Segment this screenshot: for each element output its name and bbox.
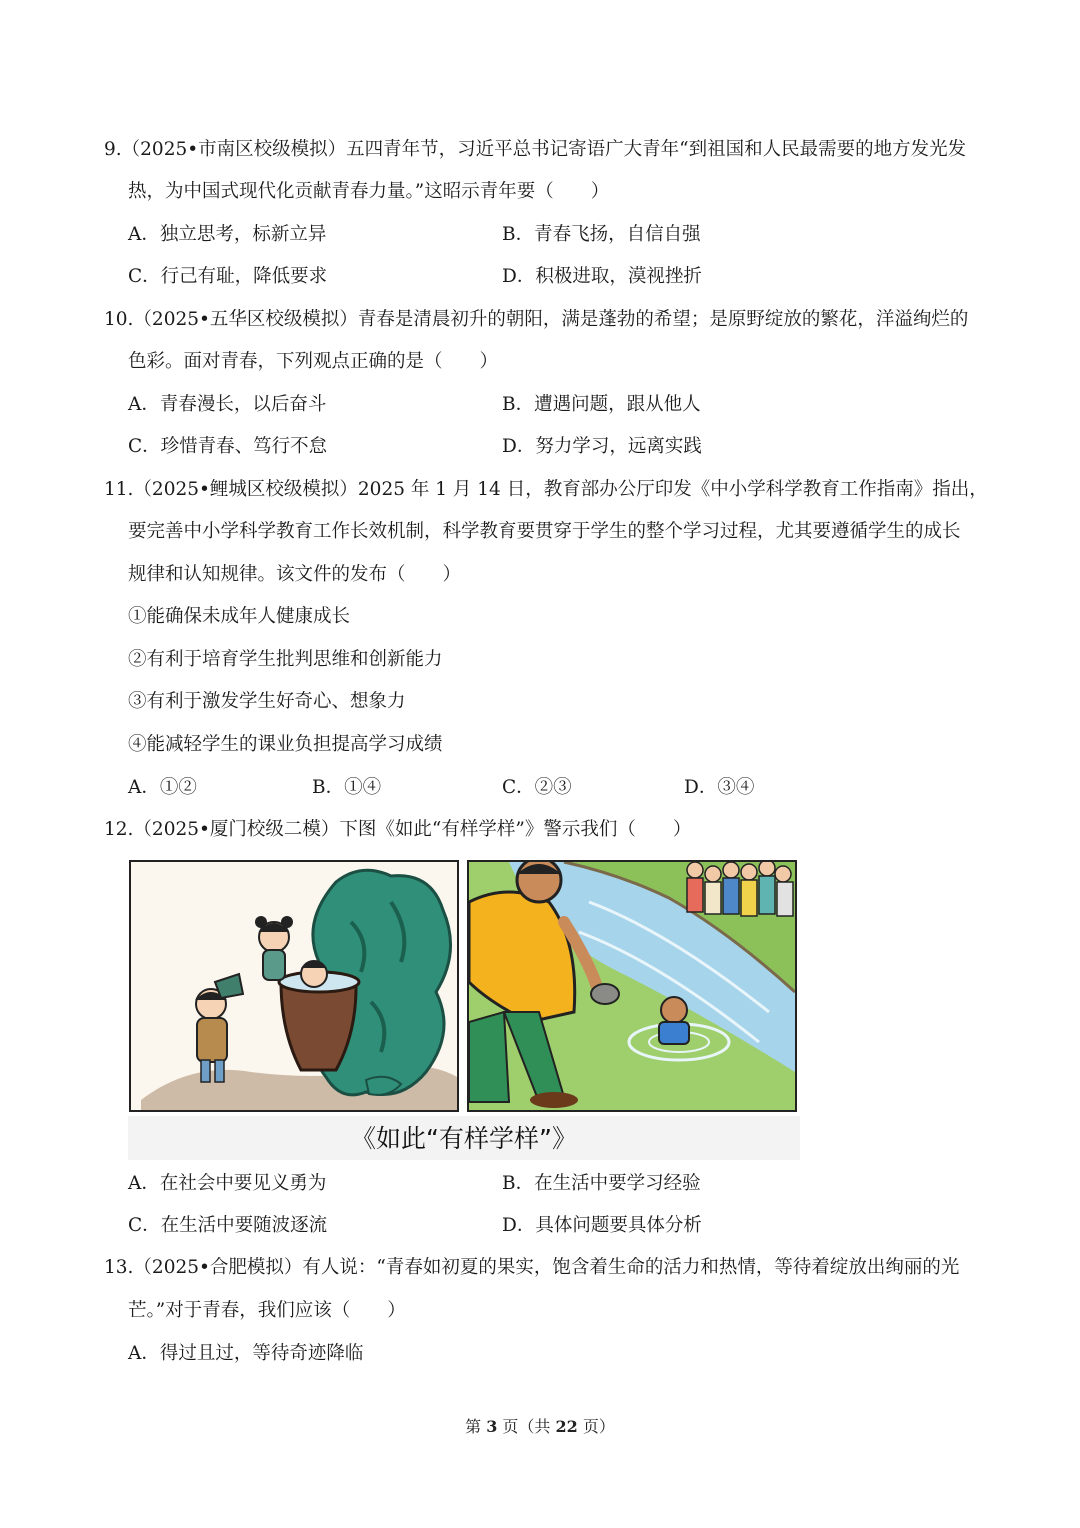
footer-prefix: 第: [465, 1417, 487, 1436]
question-9-option-b: B．青春飞扬，自信自强: [502, 224, 701, 245]
question-11-option-d: D．③④: [684, 777, 755, 798]
cartoon-left-panel: [129, 860, 459, 1112]
question-11-option-b: B．①④: [312, 777, 382, 798]
cartoon-right-panel: [467, 860, 797, 1112]
question-11-statement-3: ③有利于激发学生好奇心、想象力: [128, 691, 406, 712]
question-9-option-c: C．行己有耻，降低要求: [128, 266, 328, 287]
question-11-statement-4: ④能减轻学生的课业负担提高学习成绩: [128, 734, 443, 755]
question-9-option-a: A．独立思考，标新立异: [128, 224, 327, 245]
question-11-line-2: 要完善中小学科学教育工作长效机制，科学教育要贯穿于学生的整个学习过程，尤其要遵循学生的成长: [128, 521, 961, 542]
footer-page-number: 3: [486, 1417, 498, 1436]
question-10-line-1: 10.（2025•五华区校级模拟）青春是清晨初升的朝阳，满是蓬勃的希望；是原野绽放的繁花，洋溢绚烂的: [104, 309, 969, 330]
question-10-option-d: D．努力学习，远离实践: [502, 436, 702, 457]
question-12-option-a: A．在社会中要见义勇为: [128, 1173, 327, 1194]
question-11-statement-2: ②有利于培育学生批判思维和创新能力: [128, 649, 443, 670]
question-12-line-1: 12.（2025•厦门校级二模）下图《如此“有样学样”》警示我们（ ）: [104, 819, 692, 840]
question-9-option-d: D．积极进取，漠视挫折: [502, 266, 702, 287]
question-13-line-2: 芒。”对于青春，我们应该（ ）: [128, 1300, 406, 1321]
question-11-line-3: 规律和认知规律。该文件的发布（ ）: [128, 564, 462, 585]
footer-suffix: 页）: [577, 1417, 615, 1436]
question-10-line-2: 色彩。面对青春，下列观点正确的是（ ）: [128, 351, 499, 372]
question-11-statement-1: ①能确保未成年人健康成长: [128, 606, 351, 627]
question-12-option-b: B．在生活中要学习经验: [502, 1173, 701, 1194]
question-11-option-a: A．①②: [128, 777, 197, 798]
question-12-option-d: D．具体问题要具体分析: [502, 1215, 702, 1236]
question-10-option-c: C．珍惜青春、笃行不怠: [128, 436, 328, 457]
question-9-line-1: 9.（2025•市南区校级模拟）五四青年节，习近平总书记寄语广大青年“到祖国和人民最需要的地方发光发: [104, 139, 967, 160]
question-11-option-c: C．②③: [502, 777, 572, 798]
question-10-option-b: B．遭遇问题，跟从他人: [502, 394, 701, 415]
footer-middle: 页（共: [497, 1417, 556, 1436]
question-10-option-a: A．青春漫长，以后奋斗: [128, 394, 327, 415]
question-9-line-2: 热，为中国式现代化贡献青春力量。”这昭示青年要（ ）: [128, 181, 610, 202]
question-12-option-c: C．在生活中要随波逐流: [128, 1215, 328, 1236]
question-13-option-a: A．得过且过，等待奇迹降临: [128, 1343, 364, 1364]
page-footer: [0, 1416, 1080, 1438]
question-11-line-1: 11.（2025•鲤城区校级模拟）2025 年 1 月 14 日，教育部办公厅印发《中小学科学教育工作指南》指出，: [104, 479, 988, 500]
footer-total-pages: 22: [555, 1417, 578, 1436]
question-13-line-1: 13.（2025•合肥模拟）有人说：“青春如初夏的果实，饱含着生命的活力和热情，等待着绽放出绚丽的光: [104, 1257, 960, 1278]
cartoon-caption: 《如此“有样学样”》: [351, 1124, 577, 1153]
